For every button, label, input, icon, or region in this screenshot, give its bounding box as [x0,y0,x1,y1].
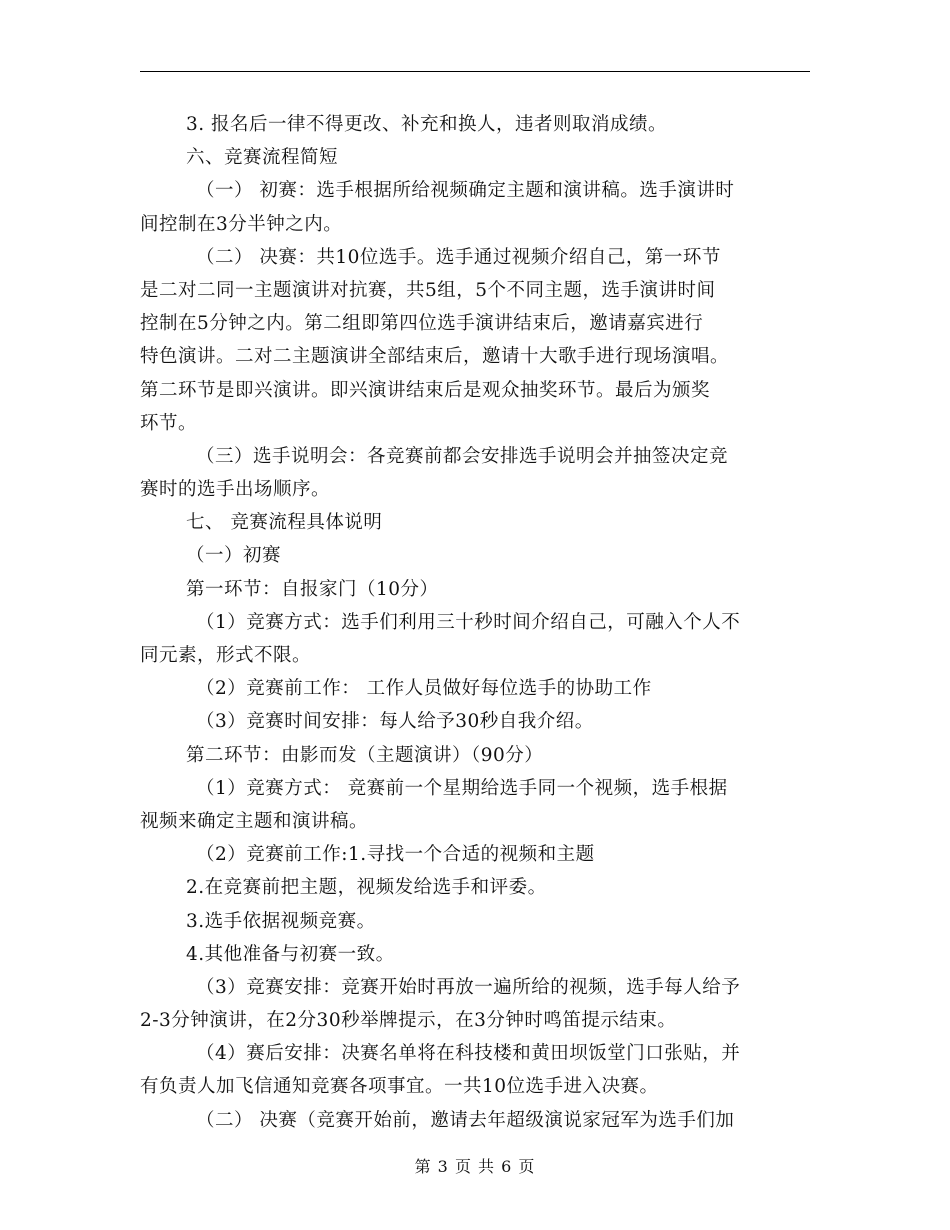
text-line: （2）竞赛前工作:1.寻找一个合适的视频和主题 [196,844,595,866]
text-line: 3. 报名后一律不得更改、补充和换人，违者则取消成绩。 [186,114,668,135]
text-line: 同元素，形式不限。 [140,645,312,666]
text-line: （1）竞赛方式：选手们利用三十秒时间介绍自己，可融入个人不 [196,611,741,633]
text-line: 第一环节：自报家门（10分） [186,578,439,600]
text-line: 间控制在3分半钟之内。 [140,213,343,235]
text-line: （一） 初赛：选手根据所给视频确定主题和演讲稿。选手演讲时 [196,180,735,202]
text-line: （二） 决赛：共10位选手。选手通过视频介绍自己，第一环节 [196,246,721,268]
text-line: （3）竞赛安排：竞赛开始时再放一遍所给的视频，选手每人给予 [196,976,741,998]
text-line: 赛时的选手出场顺序。 [140,479,331,501]
text-line: 是二对二同一主题演讲对抗赛，共5组，5个不同主题，选手演讲时间 [140,279,716,301]
text-line: （3）竞赛时间安排：每人给予30秒自我介绍。 [196,711,594,733]
text-line: （二） 决赛（竞赛开始前，邀请去年超级演说家冠军为选手们加 [196,1109,735,1131]
text-line: 特色演讲。二对二主题演讲全部结束后，邀请十大歌手进行现场演唱。 [140,346,730,368]
text-line: 第二环节：由影而发（主题演讲）（90分） [186,744,544,766]
text-line: （2）竞赛前工作： 工作人员做好每位选手的协助工作 [196,678,652,700]
text-line: 视频来确定主题和演讲稿。 [140,810,369,832]
page-footer: 第 3 页 共 6 页 [414,1157,536,1176]
text-line: 2.在竞赛前把主题，视频发给选手和评委。 [186,877,547,899]
text-line: 控制在5分钟之内。第二组即第四位选手演讲结束后，邀请嘉宾进行 [140,313,704,335]
text-line: （4）赛后安排：决赛名单将在科技楼和黄田坝饭堂门口张贴，并 [196,1043,741,1065]
text-line: （一）初赛 [186,545,282,567]
text-line: 第二环节是即兴演讲。即兴演讲结束后是观众抽奖环节。最后为颁奖 [140,379,711,401]
document-body [140,108,800,1137]
text-line: （1）竞赛方式： 竞赛前一个星期给选手同一个视频，选手根据 [196,777,728,799]
text-line: 有负责人加飞信通知竞赛各项事宜。一共10位选手进入决赛。 [140,1076,659,1098]
text-line: 3.选手依据视频竞赛。 [186,910,376,932]
text-line: 环节。 [140,412,198,434]
text-line: 2-3分钟演讲，在2分30秒举牌提示，在3分钟时鸣笛提示结束。 [140,1010,677,1032]
text-line: 六、竞赛流程简短 [186,147,339,169]
text-line: 七、 竞赛流程具体说明 [186,512,383,534]
text-line: 4.其他准备与初赛一致。 [186,943,395,965]
text-line: （三）选手说明会：各竞赛前都会安排选手说明会并抽签决定竞 [196,445,729,467]
header-rule [140,71,810,72]
